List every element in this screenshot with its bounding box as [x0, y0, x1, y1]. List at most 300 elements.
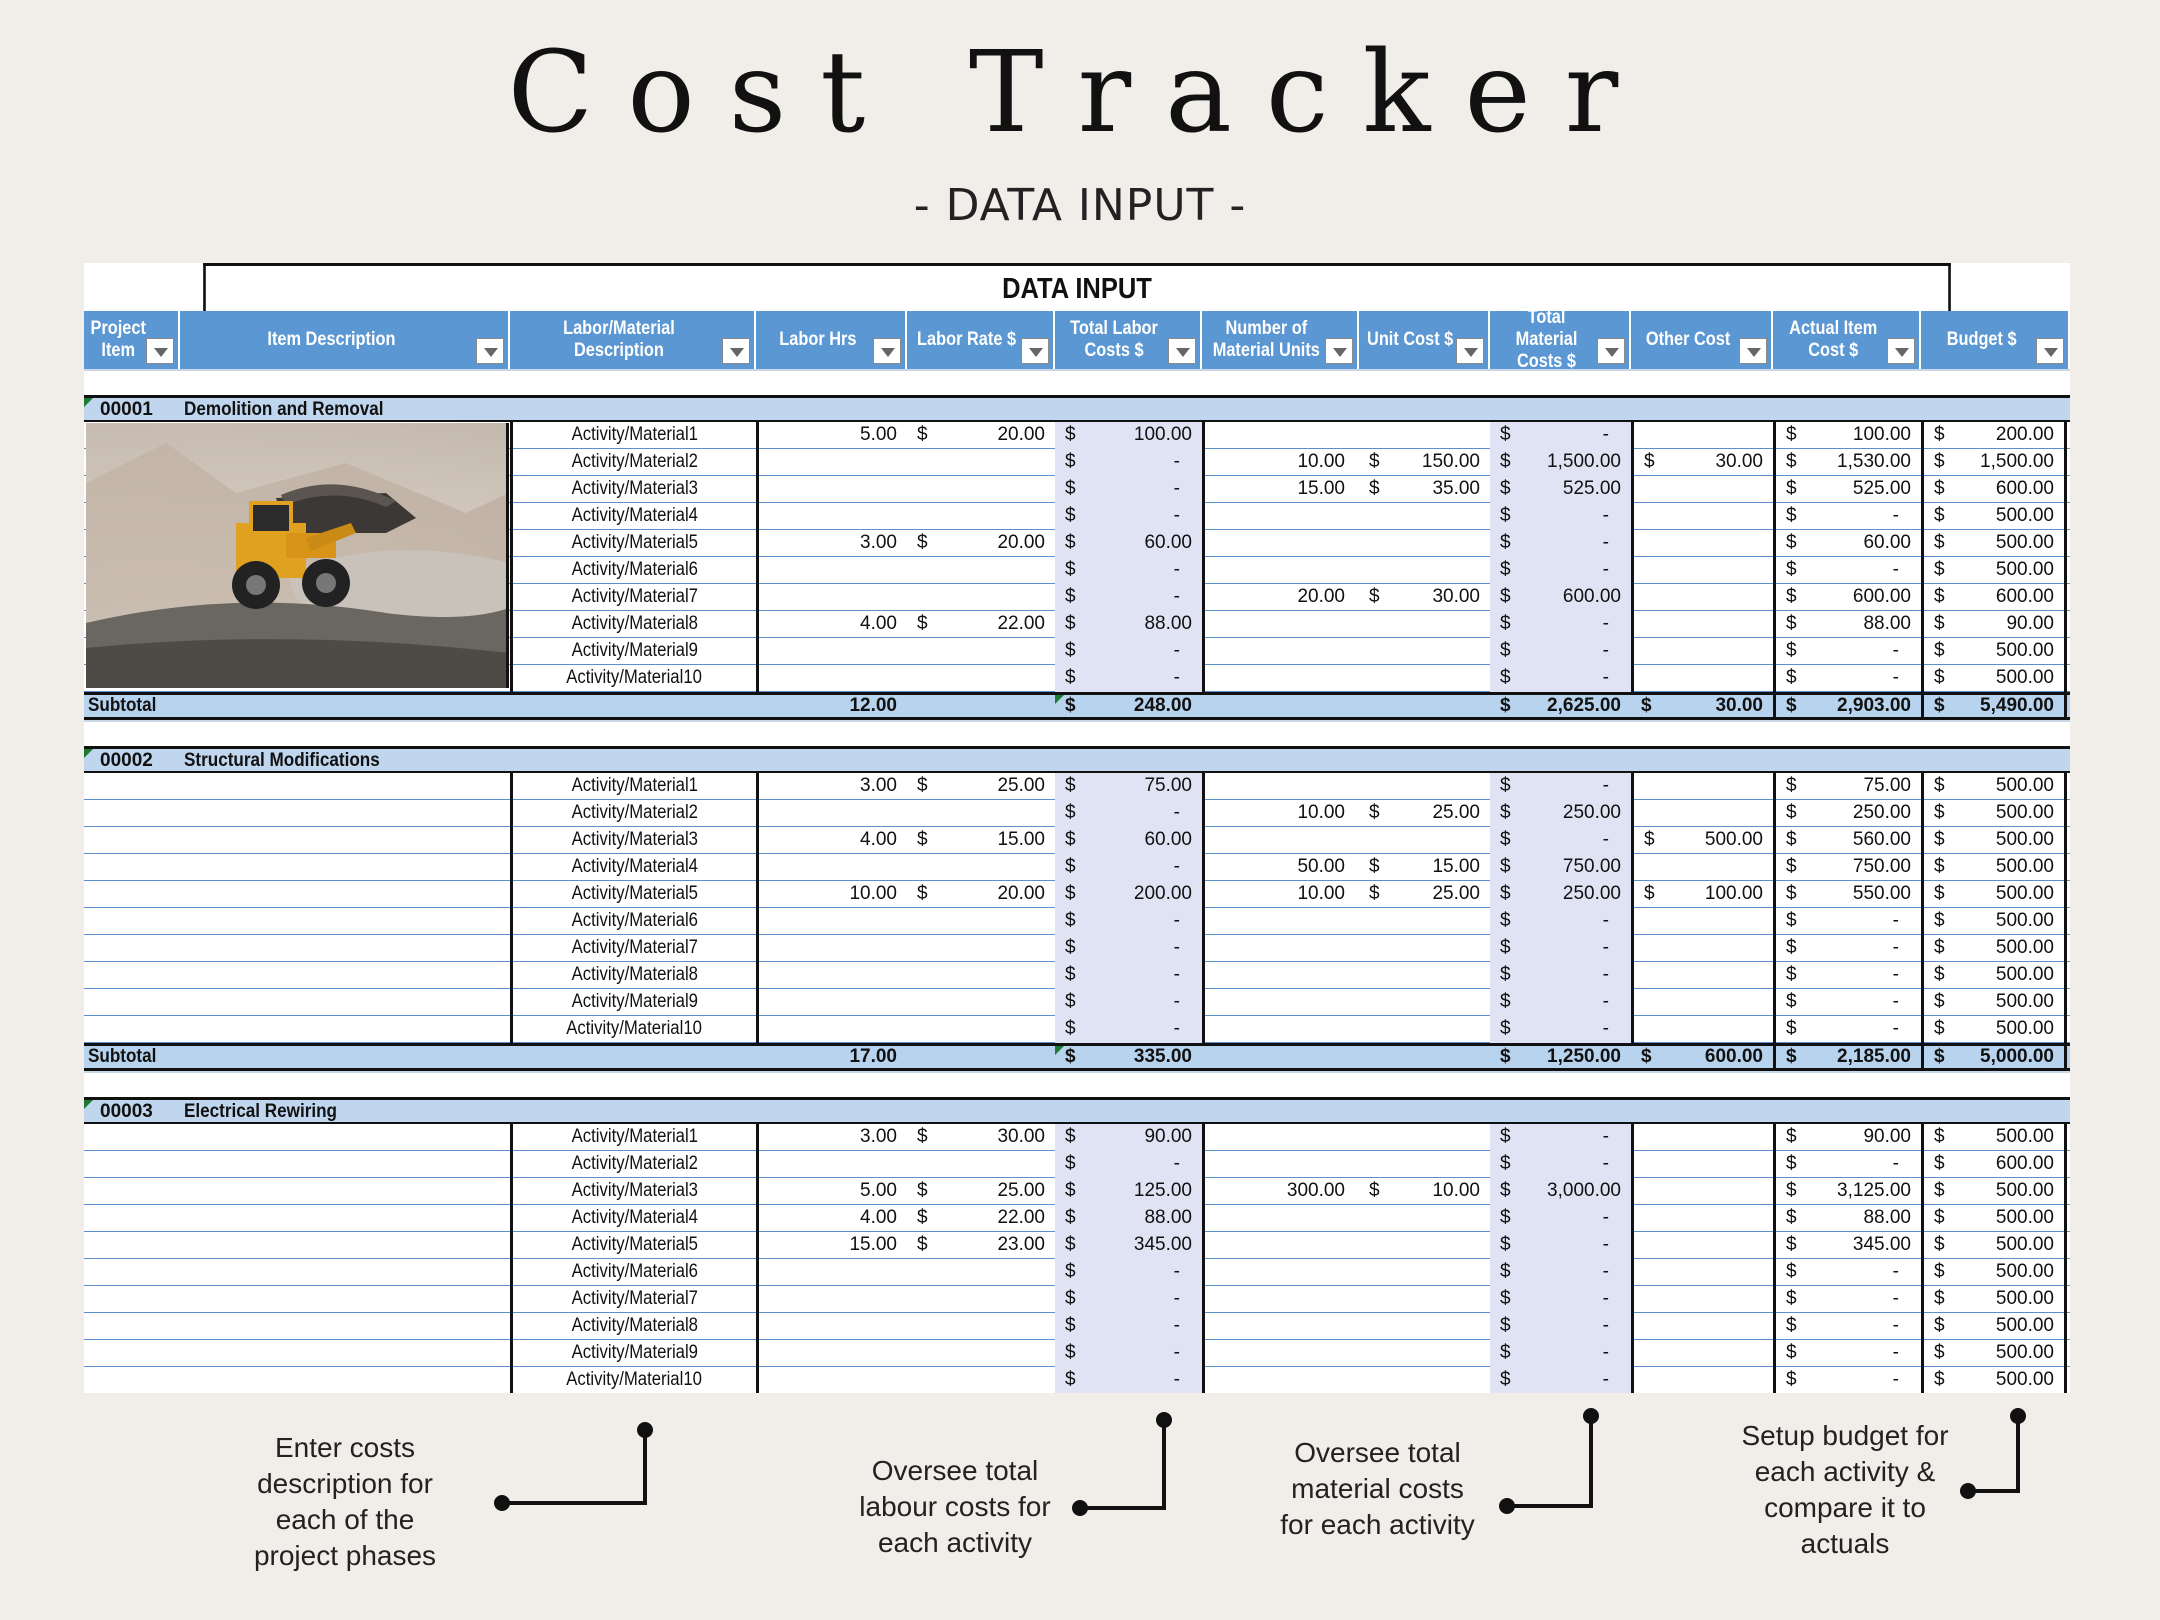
- labor-rate-cell[interactable]: [907, 1016, 1055, 1043]
- total-labor-cost-cell[interactable]: [1055, 908, 1202, 935]
- total-labor-cost-cell[interactable]: [1055, 584, 1202, 611]
- item-description-cell[interactable]: [84, 1367, 510, 1393]
- total-material-cost-cell[interactable]: [1490, 503, 1631, 530]
- labor-rate-cell[interactable]: [907, 881, 1055, 908]
- labor-rate-cell[interactable]: [907, 1178, 1055, 1205]
- other-cost-cell[interactable]: [1631, 1340, 1773, 1367]
- unit-cost-cell[interactable]: [1359, 638, 1490, 665]
- material-units-cell[interactable]: [1202, 1016, 1359, 1043]
- item-description-cell[interactable]: [84, 1286, 510, 1313]
- filter-dropdown-button[interactable]: [476, 338, 504, 364]
- filter-dropdown-button[interactable]: [146, 338, 174, 364]
- labor-material-description-cell[interactable]: [510, 773, 756, 800]
- labor-material-description-cell[interactable]: [510, 611, 756, 638]
- budget-cell[interactable]: [1921, 449, 2067, 476]
- item-description-cell[interactable]: [84, 1313, 510, 1340]
- labor-hrs-cell[interactable]: [756, 1151, 907, 1178]
- total-material-cost-cell[interactable]: [1490, 422, 1631, 449]
- labor-rate-cell[interactable]: [907, 1367, 1055, 1393]
- budget-cell[interactable]: [1921, 1124, 2067, 1151]
- total-material-cost-cell[interactable]: [1490, 1205, 1631, 1232]
- unit-cost-cell[interactable]: [1359, 449, 1490, 476]
- other-cost-cell[interactable]: [1631, 530, 1773, 557]
- unit-cost-cell[interactable]: [1359, 1124, 1490, 1151]
- labor-material-description-cell[interactable]: [510, 854, 756, 881]
- actual-cost-cell[interactable]: [1773, 1259, 1921, 1286]
- total-labor-cost-cell[interactable]: [1055, 665, 1202, 692]
- labor-material-description-cell[interactable]: [510, 584, 756, 611]
- total-labor-cost-cell[interactable]: [1055, 1016, 1202, 1043]
- unit-cost-cell[interactable]: [1359, 1340, 1490, 1367]
- total-material-cost-cell[interactable]: [1490, 476, 1631, 503]
- budget-cell[interactable]: [1921, 611, 2067, 638]
- material-units-cell[interactable]: [1202, 989, 1359, 1016]
- unit-cost-cell[interactable]: [1359, 827, 1490, 854]
- budget-cell[interactable]: [1921, 1151, 2067, 1178]
- item-description-cell[interactable]: [84, 881, 510, 908]
- other-cost-cell[interactable]: [1631, 854, 1773, 881]
- labor-hrs-cell[interactable]: [756, 881, 907, 908]
- item-description-cell[interactable]: [84, 989, 510, 1016]
- phase-header[interactable]: [84, 395, 2070, 422]
- phase-header[interactable]: [84, 746, 2070, 773]
- item-description-cell[interactable]: [84, 908, 510, 935]
- labor-material-description-cell[interactable]: [510, 638, 756, 665]
- labor-material-description-cell[interactable]: [510, 935, 756, 962]
- filter-dropdown-button[interactable]: [1168, 338, 1196, 364]
- budget-cell[interactable]: [1921, 503, 2067, 530]
- filter-dropdown-button[interactable]: [1325, 338, 1353, 364]
- total-material-cost-cell[interactable]: [1490, 1313, 1631, 1340]
- other-cost-cell[interactable]: [1631, 881, 1773, 908]
- other-cost-cell[interactable]: [1631, 1313, 1773, 1340]
- other-cost-cell[interactable]: [1631, 422, 1773, 449]
- actual-cost-cell[interactable]: [1773, 1205, 1921, 1232]
- labor-material-description-cell[interactable]: [510, 530, 756, 557]
- filter-dropdown-button[interactable]: [1021, 338, 1049, 364]
- filter-dropdown-button[interactable]: [1456, 338, 1484, 364]
- labor-rate-cell[interactable]: [907, 1340, 1055, 1367]
- material-units-cell[interactable]: [1202, 962, 1359, 989]
- budget-cell[interactable]: [1921, 1232, 2067, 1259]
- total-material-cost-cell[interactable]: [1490, 1178, 1631, 1205]
- actual-cost-cell[interactable]: [1773, 1313, 1921, 1340]
- other-cost-cell[interactable]: [1631, 611, 1773, 638]
- material-units-cell[interactable]: [1202, 1367, 1359, 1393]
- labor-material-description-cell[interactable]: [510, 665, 756, 692]
- labor-material-description-cell[interactable]: [510, 449, 756, 476]
- labor-rate-cell[interactable]: [907, 1286, 1055, 1313]
- budget-cell[interactable]: [1921, 800, 2067, 827]
- total-labor-cost-cell[interactable]: [1055, 1151, 1202, 1178]
- material-units-cell[interactable]: [1202, 827, 1359, 854]
- budget-cell[interactable]: [1921, 962, 2067, 989]
- material-units-cell[interactable]: [1202, 800, 1359, 827]
- labor-rate-cell[interactable]: [907, 989, 1055, 1016]
- labor-hrs-cell[interactable]: [756, 557, 907, 584]
- labor-hrs-cell[interactable]: [756, 449, 907, 476]
- budget-cell[interactable]: [1921, 665, 2067, 692]
- other-cost-cell[interactable]: [1631, 1232, 1773, 1259]
- item-description-cell[interactable]: [84, 1151, 510, 1178]
- labor-hrs-cell[interactable]: [756, 1124, 907, 1151]
- material-units-cell[interactable]: [1202, 908, 1359, 935]
- unit-cost-cell[interactable]: [1359, 503, 1490, 530]
- material-units-cell[interactable]: [1202, 611, 1359, 638]
- item-description-cell[interactable]: [84, 1124, 510, 1151]
- budget-cell[interactable]: [1921, 881, 2067, 908]
- material-units-cell[interactable]: [1202, 854, 1359, 881]
- material-units-cell[interactable]: [1202, 503, 1359, 530]
- labor-rate-cell[interactable]: [907, 773, 1055, 800]
- labor-material-description-cell[interactable]: [510, 1205, 756, 1232]
- unit-cost-cell[interactable]: [1359, 1178, 1490, 1205]
- actual-cost-cell[interactable]: [1773, 827, 1921, 854]
- total-material-cost-cell[interactable]: [1490, 773, 1631, 800]
- unit-cost-cell[interactable]: [1359, 1367, 1490, 1393]
- unit-cost-cell[interactable]: [1359, 908, 1490, 935]
- total-material-cost-cell[interactable]: [1490, 881, 1631, 908]
- total-material-cost-cell[interactable]: [1490, 1286, 1631, 1313]
- actual-cost-cell[interactable]: [1773, 530, 1921, 557]
- budget-cell[interactable]: [1921, 854, 2067, 881]
- total-labor-cost-cell[interactable]: [1055, 1367, 1202, 1393]
- labor-material-description-cell[interactable]: [510, 1340, 756, 1367]
- budget-cell[interactable]: [1921, 1367, 2067, 1393]
- actual-cost-cell[interactable]: [1773, 611, 1921, 638]
- other-cost-cell[interactable]: [1631, 989, 1773, 1016]
- item-description-cell[interactable]: [84, 1259, 510, 1286]
- labor-rate-cell[interactable]: [907, 827, 1055, 854]
- labor-hrs-cell[interactable]: [756, 773, 907, 800]
- material-units-cell[interactable]: [1202, 935, 1359, 962]
- budget-cell[interactable]: [1921, 1178, 2067, 1205]
- total-labor-cost-cell[interactable]: [1055, 1178, 1202, 1205]
- total-labor-cost-cell[interactable]: [1055, 773, 1202, 800]
- labor-rate-cell[interactable]: [907, 1232, 1055, 1259]
- total-material-cost-cell[interactable]: [1490, 989, 1631, 1016]
- labor-material-description-cell[interactable]: [510, 1313, 756, 1340]
- labor-rate-cell[interactable]: [907, 1205, 1055, 1232]
- total-labor-cost-cell[interactable]: [1055, 854, 1202, 881]
- actual-cost-cell[interactable]: [1773, 1178, 1921, 1205]
- item-description-cell[interactable]: [84, 827, 510, 854]
- total-labor-cost-cell[interactable]: [1055, 1124, 1202, 1151]
- other-cost-cell[interactable]: [1631, 1205, 1773, 1232]
- labor-hrs-cell[interactable]: [756, 1016, 907, 1043]
- other-cost-cell[interactable]: [1631, 908, 1773, 935]
- labor-rate-cell[interactable]: [907, 422, 1055, 449]
- unit-cost-cell[interactable]: [1359, 989, 1490, 1016]
- labor-rate-cell[interactable]: [907, 1259, 1055, 1286]
- total-labor-cost-cell[interactable]: [1055, 1205, 1202, 1232]
- material-units-cell[interactable]: [1202, 530, 1359, 557]
- total-material-cost-cell[interactable]: [1490, 908, 1631, 935]
- total-material-cost-cell[interactable]: [1490, 1016, 1631, 1043]
- labor-rate-cell[interactable]: [907, 1124, 1055, 1151]
- other-cost-cell[interactable]: [1631, 638, 1773, 665]
- labor-hrs-cell[interactable]: [756, 854, 907, 881]
- labor-rate-cell[interactable]: [907, 584, 1055, 611]
- labor-hrs-cell[interactable]: [756, 935, 907, 962]
- labor-hrs-cell[interactable]: [756, 1205, 907, 1232]
- filter-dropdown-button[interactable]: [1887, 338, 1915, 364]
- unit-cost-cell[interactable]: [1359, 584, 1490, 611]
- material-units-cell[interactable]: [1202, 773, 1359, 800]
- total-labor-cost-cell[interactable]: [1055, 449, 1202, 476]
- material-units-cell[interactable]: [1202, 1286, 1359, 1313]
- item-description-cell[interactable]: [84, 935, 510, 962]
- labor-hrs-cell[interactable]: [756, 908, 907, 935]
- actual-cost-cell[interactable]: [1773, 989, 1921, 1016]
- labor-rate-cell[interactable]: [907, 503, 1055, 530]
- material-units-cell[interactable]: [1202, 449, 1359, 476]
- actual-cost-cell[interactable]: [1773, 503, 1921, 530]
- labor-material-description-cell[interactable]: [510, 1124, 756, 1151]
- total-labor-cost-cell[interactable]: [1055, 800, 1202, 827]
- actual-cost-cell[interactable]: [1773, 1340, 1921, 1367]
- labor-material-description-cell[interactable]: [510, 1178, 756, 1205]
- labor-material-description-cell[interactable]: [510, 1232, 756, 1259]
- unit-cost-cell[interactable]: [1359, 800, 1490, 827]
- material-units-cell[interactable]: [1202, 1313, 1359, 1340]
- unit-cost-cell[interactable]: [1359, 1016, 1490, 1043]
- budget-cell[interactable]: [1921, 935, 2067, 962]
- unit-cost-cell[interactable]: [1359, 476, 1490, 503]
- total-labor-cost-cell[interactable]: [1055, 557, 1202, 584]
- unit-cost-cell[interactable]: [1359, 935, 1490, 962]
- total-material-cost-cell[interactable]: [1490, 854, 1631, 881]
- actual-cost-cell[interactable]: [1773, 557, 1921, 584]
- item-description-cell[interactable]: [84, 1178, 510, 1205]
- material-units-cell[interactable]: [1202, 1205, 1359, 1232]
- actual-cost-cell[interactable]: [1773, 962, 1921, 989]
- other-cost-cell[interactable]: [1631, 557, 1773, 584]
- item-description-cell[interactable]: [84, 1205, 510, 1232]
- item-description-cell[interactable]: [84, 773, 510, 800]
- labor-hrs-cell[interactable]: [756, 638, 907, 665]
- total-material-cost-cell[interactable]: [1490, 584, 1631, 611]
- unit-cost-cell[interactable]: [1359, 1205, 1490, 1232]
- total-material-cost-cell[interactable]: [1490, 1340, 1631, 1367]
- unit-cost-cell[interactable]: [1359, 1286, 1490, 1313]
- labor-rate-cell[interactable]: [907, 1313, 1055, 1340]
- filter-dropdown-button[interactable]: [722, 338, 750, 364]
- material-units-cell[interactable]: [1202, 476, 1359, 503]
- total-labor-cost-cell[interactable]: [1055, 827, 1202, 854]
- labor-hrs-cell[interactable]: [756, 1367, 907, 1393]
- other-cost-cell[interactable]: [1631, 1178, 1773, 1205]
- labor-material-description-cell[interactable]: [510, 1259, 756, 1286]
- labor-rate-cell[interactable]: [907, 557, 1055, 584]
- labor-material-description-cell[interactable]: [510, 1367, 756, 1393]
- labor-hrs-cell[interactable]: [756, 530, 907, 557]
- budget-cell[interactable]: [1921, 638, 2067, 665]
- unit-cost-cell[interactable]: [1359, 665, 1490, 692]
- other-cost-cell[interactable]: [1631, 962, 1773, 989]
- labor-hrs-cell[interactable]: [756, 962, 907, 989]
- unit-cost-cell[interactable]: [1359, 557, 1490, 584]
- total-labor-cost-cell[interactable]: [1055, 1286, 1202, 1313]
- actual-cost-cell[interactable]: [1773, 800, 1921, 827]
- other-cost-cell[interactable]: [1631, 1124, 1773, 1151]
- total-labor-cost-cell[interactable]: [1055, 611, 1202, 638]
- budget-cell[interactable]: [1921, 1313, 2067, 1340]
- labor-hrs-cell[interactable]: [756, 1259, 907, 1286]
- actual-cost-cell[interactable]: [1773, 449, 1921, 476]
- actual-cost-cell[interactable]: [1773, 881, 1921, 908]
- budget-cell[interactable]: [1921, 1340, 2067, 1367]
- actual-cost-cell[interactable]: [1773, 638, 1921, 665]
- budget-cell[interactable]: [1921, 827, 2067, 854]
- total-labor-cost-cell[interactable]: [1055, 503, 1202, 530]
- labor-rate-cell[interactable]: [907, 476, 1055, 503]
- total-labor-cost-cell[interactable]: [1055, 1313, 1202, 1340]
- other-cost-cell[interactable]: [1631, 827, 1773, 854]
- labor-hrs-cell[interactable]: [756, 422, 907, 449]
- labor-hrs-cell[interactable]: [756, 989, 907, 1016]
- actual-cost-cell[interactable]: [1773, 854, 1921, 881]
- labor-hrs-cell[interactable]: [756, 503, 907, 530]
- total-material-cost-cell[interactable]: [1490, 1367, 1631, 1393]
- filter-dropdown-button[interactable]: [873, 338, 901, 364]
- labor-material-description-cell[interactable]: [510, 962, 756, 989]
- material-units-cell[interactable]: [1202, 1124, 1359, 1151]
- other-cost-cell[interactable]: [1631, 1286, 1773, 1313]
- item-description-cell[interactable]: [84, 1232, 510, 1259]
- labor-rate-cell[interactable]: [907, 800, 1055, 827]
- actual-cost-cell[interactable]: [1773, 935, 1921, 962]
- budget-cell[interactable]: [1921, 989, 2067, 1016]
- labor-material-description-cell[interactable]: [510, 557, 756, 584]
- total-material-cost-cell[interactable]: [1490, 962, 1631, 989]
- budget-cell[interactable]: [1921, 530, 2067, 557]
- total-labor-cost-cell[interactable]: [1055, 1259, 1202, 1286]
- actual-cost-cell[interactable]: [1773, 422, 1921, 449]
- labor-hrs-cell[interactable]: [756, 584, 907, 611]
- labor-material-description-cell[interactable]: [510, 881, 756, 908]
- actual-cost-cell[interactable]: [1773, 773, 1921, 800]
- other-cost-cell[interactable]: [1631, 584, 1773, 611]
- budget-cell[interactable]: [1921, 584, 2067, 611]
- total-material-cost-cell[interactable]: [1490, 1151, 1631, 1178]
- total-labor-cost-cell[interactable]: [1055, 1340, 1202, 1367]
- actual-cost-cell[interactable]: [1773, 1124, 1921, 1151]
- actual-cost-cell[interactable]: [1773, 908, 1921, 935]
- labor-rate-cell[interactable]: [907, 530, 1055, 557]
- labor-hrs-cell[interactable]: [756, 1232, 907, 1259]
- labor-hrs-cell[interactable]: [756, 800, 907, 827]
- total-material-cost-cell[interactable]: [1490, 827, 1631, 854]
- budget-cell[interactable]: [1921, 476, 2067, 503]
- unit-cost-cell[interactable]: [1359, 881, 1490, 908]
- material-units-cell[interactable]: [1202, 665, 1359, 692]
- material-units-cell[interactable]: [1202, 1151, 1359, 1178]
- material-units-cell[interactable]: [1202, 422, 1359, 449]
- total-labor-cost-cell[interactable]: [1055, 989, 1202, 1016]
- actual-cost-cell[interactable]: [1773, 476, 1921, 503]
- budget-cell[interactable]: [1921, 908, 2067, 935]
- total-material-cost-cell[interactable]: [1490, 1259, 1631, 1286]
- other-cost-cell[interactable]: [1631, 476, 1773, 503]
- unit-cost-cell[interactable]: [1359, 1151, 1490, 1178]
- total-labor-cost-cell[interactable]: [1055, 638, 1202, 665]
- unit-cost-cell[interactable]: [1359, 422, 1490, 449]
- total-material-cost-cell[interactable]: [1490, 800, 1631, 827]
- total-material-cost-cell[interactable]: [1490, 1232, 1631, 1259]
- labor-hrs-cell[interactable]: [756, 827, 907, 854]
- material-units-cell[interactable]: [1202, 638, 1359, 665]
- other-cost-cell[interactable]: [1631, 449, 1773, 476]
- filter-dropdown-button[interactable]: [1739, 338, 1767, 364]
- actual-cost-cell[interactable]: [1773, 1367, 1921, 1393]
- filter-dropdown-button[interactable]: [1597, 338, 1625, 364]
- other-cost-cell[interactable]: [1631, 665, 1773, 692]
- labor-hrs-cell[interactable]: [756, 1313, 907, 1340]
- budget-cell[interactable]: [1921, 773, 2067, 800]
- labor-material-description-cell[interactable]: [510, 989, 756, 1016]
- budget-cell[interactable]: [1921, 422, 2067, 449]
- filter-dropdown-button[interactable]: [2036, 338, 2064, 364]
- total-material-cost-cell[interactable]: [1490, 638, 1631, 665]
- unit-cost-cell[interactable]: [1359, 962, 1490, 989]
- budget-cell[interactable]: [1921, 1286, 2067, 1313]
- labor-material-description-cell[interactable]: [510, 908, 756, 935]
- total-labor-cost-cell[interactable]: [1055, 1232, 1202, 1259]
- labor-rate-cell[interactable]: [907, 665, 1055, 692]
- budget-cell[interactable]: [1921, 557, 2067, 584]
- total-material-cost-cell[interactable]: [1490, 449, 1631, 476]
- other-cost-cell[interactable]: [1631, 773, 1773, 800]
- labor-hrs-cell[interactable]: [756, 476, 907, 503]
- unit-cost-cell[interactable]: [1359, 611, 1490, 638]
- other-cost-cell[interactable]: [1631, 1016, 1773, 1043]
- labor-rate-cell[interactable]: [907, 854, 1055, 881]
- total-labor-cost-cell[interactable]: [1055, 530, 1202, 557]
- other-cost-cell[interactable]: [1631, 1151, 1773, 1178]
- material-units-cell[interactable]: [1202, 881, 1359, 908]
- material-units-cell[interactable]: [1202, 1232, 1359, 1259]
- other-cost-cell[interactable]: [1631, 1259, 1773, 1286]
- material-units-cell[interactable]: [1202, 557, 1359, 584]
- actual-cost-cell[interactable]: [1773, 1151, 1921, 1178]
- unit-cost-cell[interactable]: [1359, 773, 1490, 800]
- other-cost-cell[interactable]: [1631, 1367, 1773, 1393]
- budget-cell[interactable]: [1921, 1259, 2067, 1286]
- actual-cost-cell[interactable]: [1773, 584, 1921, 611]
- labor-hrs-cell[interactable]: [756, 611, 907, 638]
- total-material-cost-cell[interactable]: [1490, 557, 1631, 584]
- labor-material-description-cell[interactable]: [510, 1286, 756, 1313]
- actual-cost-cell[interactable]: [1773, 665, 1921, 692]
- total-labor-cost-cell[interactable]: [1055, 935, 1202, 962]
- total-labor-cost-cell[interactable]: [1055, 962, 1202, 989]
- labor-hrs-cell[interactable]: [756, 1340, 907, 1367]
- item-description-cell[interactable]: [84, 800, 510, 827]
- unit-cost-cell[interactable]: [1359, 1313, 1490, 1340]
- labor-material-description-cell[interactable]: [510, 800, 756, 827]
- item-description-cell[interactable]: [84, 962, 510, 989]
- labor-material-description-cell[interactable]: [510, 1151, 756, 1178]
- item-description-cell[interactable]: [84, 1016, 510, 1043]
- material-units-cell[interactable]: [1202, 1340, 1359, 1367]
- labor-rate-cell[interactable]: [907, 962, 1055, 989]
- item-description-cell[interactable]: [84, 854, 510, 881]
- total-material-cost-cell[interactable]: [1490, 611, 1631, 638]
- unit-cost-cell[interactable]: [1359, 1232, 1490, 1259]
- unit-cost-cell[interactable]: [1359, 1259, 1490, 1286]
- unit-cost-cell[interactable]: [1359, 854, 1490, 881]
